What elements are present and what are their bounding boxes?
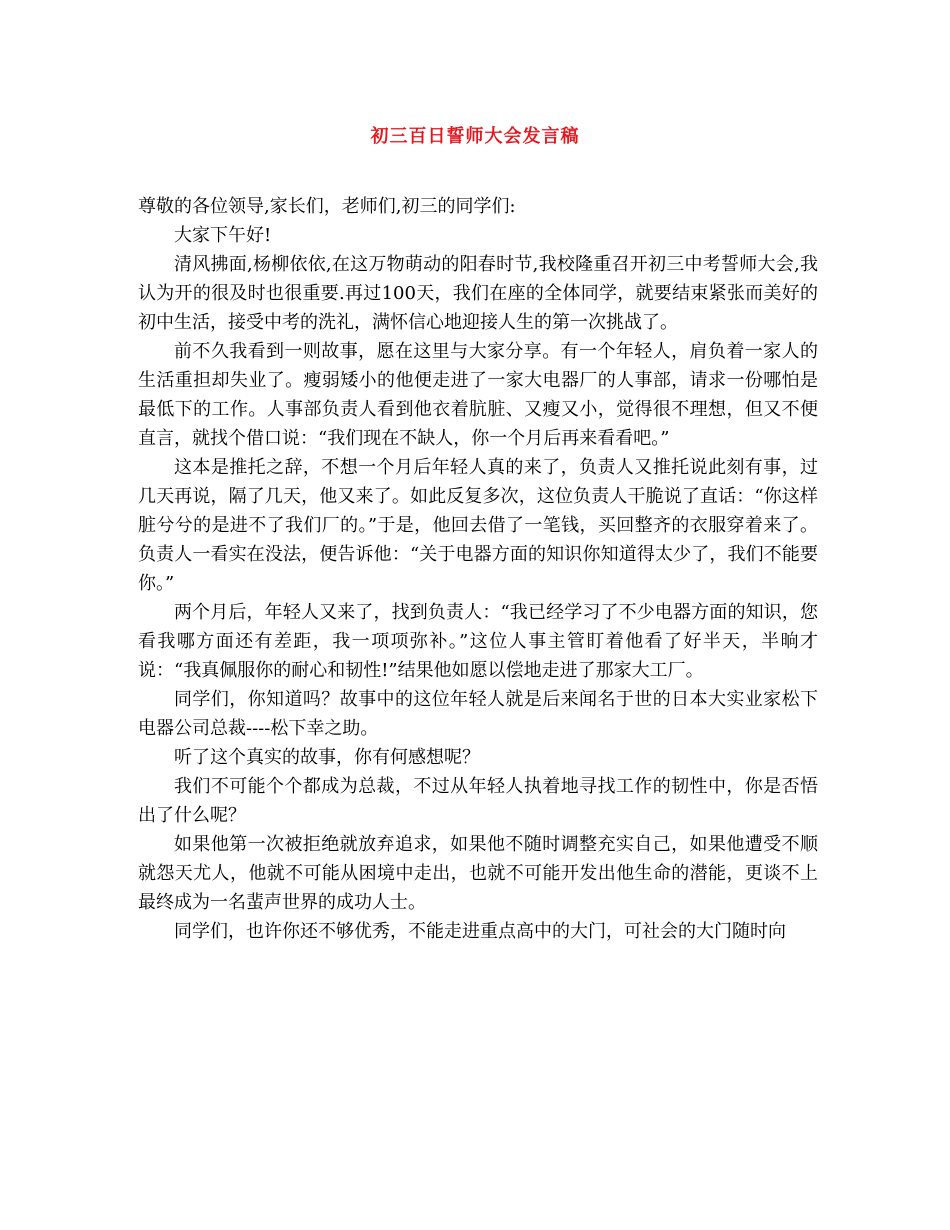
- paragraph-story-success: 两个月后，年轻人又来了，找到负责人：“我已经学习了不少电器方面的知识，您看我哪方面还有差距，我一项项弥补。”这位人事主管盯着他看了好半天，半晌才说：“我真佩服你的耐心和韧性!”结果他如愿以偿地走进了那家大工厂。: [138, 602, 818, 681]
- document-body: [138, 192, 818, 946]
- document-title: 初三百日誓师大会发言稿: [370, 126, 580, 147]
- paragraph-greeting: 大家下午好!: [174, 225, 272, 246]
- paragraph-salutation: 尊敬的各位领导,家长们，老师们,初三的同学们:: [138, 196, 516, 217]
- paragraph-story-intro: 前不久我看到一则故事，愿在这里与大家分享。有一个年轻人，肩负着一家人的生活重担却失业了。瘦弱矮小的他便走进了一家大电器厂的人事部，请求一份哪怕是最低下的工作。人事部负责人看到他衣着肮脏、又瘦又小，觉得很不理想，但又不便直言，就找个借口说：“我们现在不缺人，你一个月后再来看看吧。”: [138, 341, 818, 449]
- paragraph-story-reveal: 同学们，你知道吗？故事中的这位年轻人就是后来闻名于世的日本大实业家松下电器公司总裁----松下幸之助。: [138, 689, 818, 739]
- paragraph-story-return: 这本是推托之辞，不想一个月后年轻人真的来了，负责人又推托说此刻有事，过几天再说，隔了几天，他又来了。如此反复多次，这位负责人干脆说了直话：“你这样脏兮兮的是进不了我们厂的。”于是，他回去借了一笔钱，买回整齐的衣服穿着来了。负责人一看实在没法，便告诉他：“关于电器方面的知识你知道得太少了，我们不能要你。”: [138, 457, 818, 594]
- paragraph-reflection: 我们不可能个个都成为总裁，不过从年轻人执着地寻找工作的韧性中，你是否悟出了什么呢？: [138, 776, 818, 826]
- paragraph-question: 听了这个真实的故事，你有何感想呢？: [174, 747, 480, 768]
- paragraph-lesson: 如果他第一次被拒绝就放弃追求，如果他不随时调整充实自己，如果他遭受不顺就怨天尤人，他就不可能从困境中走出，也就不可能开发出他生命的潜能，更谈不上最终成为一名蜚声世界的成功人士。: [138, 834, 818, 913]
- paragraph-closing-partial: 同学们，也许你还不够优秀，不能走进重点高中的大门，可社会的大门随时向: [174, 921, 786, 942]
- paragraph-opening: 清风拂面,杨柳依依,在这万物萌动的阳春时节,我校隆重召开初三中考誓师大会,我认为开的很及时也很重要.再过100天，我们在座的全体同学，就要结束紧张而美好的初中生活，接受中考的洗礼，满怀信心地迎接人生的第一次挑战了。: [138, 254, 818, 333]
